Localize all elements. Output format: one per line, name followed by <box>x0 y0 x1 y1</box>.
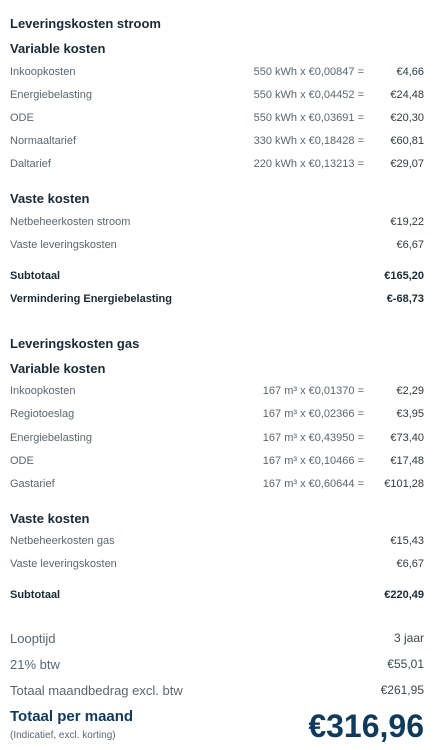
cost-amount: €6,67 <box>396 558 424 570</box>
subtotal-amount: €165,20 <box>384 270 424 282</box>
cost-label: Gastarief <box>10 478 55 490</box>
cost-row <box>10 535 424 551</box>
energy-tax-reduction-row <box>10 293 424 309</box>
cost-label: Inkoopkosten <box>10 385 76 397</box>
cost-amount: €2,29 <box>396 385 424 397</box>
electricity-section-title: Leveringskosten stroom <box>10 16 161 31</box>
cost-amount: €19,22 <box>390 216 424 228</box>
cost-amount: €24,48 <box>390 89 424 101</box>
cost-label: ODE <box>10 112 34 124</box>
gas-variable-costs-title: Variable kosten <box>10 361 106 376</box>
cost-row <box>10 66 424 82</box>
vat-row <box>10 657 424 675</box>
cost-formula: 220 kWh x €0,13213 = <box>253 158 364 170</box>
cost-amount: €60,81 <box>390 135 424 147</box>
cost-label: Netbeheerkosten stroom <box>10 216 131 228</box>
cost-label: Netbeheerkosten gas <box>10 535 115 547</box>
term-value: 3 jaar <box>393 631 424 645</box>
monthly-excl-vat-label: Totaal maandbedrag excl. btw <box>10 683 183 698</box>
vat-label: 21% btw <box>10 657 60 672</box>
subtotal-label: Subtotaal <box>10 270 61 282</box>
cost-amount: €20,30 <box>390 112 424 124</box>
cost-formula: 167 m³ x €0,10466 = <box>262 455 364 467</box>
cost-amount: €4,66 <box>396 66 424 78</box>
monthly-excl-vat-row <box>10 683 424 701</box>
monthly-excl-vat-value: €261,95 <box>380 683 424 697</box>
gas-section-title: Leveringskosten gas <box>10 336 140 351</box>
cost-label: ODE <box>10 455 34 467</box>
electricity-variable-costs-title: Variable kosten <box>10 41 106 56</box>
cost-label: Vaste leveringskosten <box>10 239 117 251</box>
cost-amount: €17,48 <box>390 455 424 467</box>
cost-label: Energiebelasting <box>10 89 92 101</box>
cost-row <box>10 135 424 151</box>
reduction-label: Vermindering Energiebelasting <box>10 293 172 305</box>
cost-label: Regiotoeslag <box>10 408 75 420</box>
cost-label: Normaaltarief <box>10 135 77 147</box>
cost-amount: €15,43 <box>390 535 424 547</box>
electricity-fixed-costs-title: Vaste kosten <box>10 191 90 206</box>
cost-label: Inkoopkosten <box>10 66 76 78</box>
electricity-subtotal-row <box>10 270 424 286</box>
monthly-total-amount: €316,96 <box>308 708 424 744</box>
cost-label: Vaste leveringskosten <box>10 558 117 570</box>
subtotal-amount: €220,49 <box>384 589 424 601</box>
monthly-total-note: (Indicatief, excl. korting) <box>10 730 116 741</box>
cost-row <box>10 112 424 128</box>
cost-formula: 167 m³ x €0,01370 = <box>262 385 364 397</box>
cost-row <box>10 216 424 232</box>
cost-amount: €29,07 <box>390 158 424 170</box>
cost-row <box>10 158 424 174</box>
cost-row <box>10 239 424 255</box>
subtotal-label: Subtotaal <box>10 589 61 601</box>
cost-amount: €101,28 <box>384 478 424 490</box>
cost-row <box>10 455 424 471</box>
term-row <box>10 631 424 649</box>
cost-formula: 330 kWh x €0,18428 = <box>253 135 364 147</box>
monthly-total-title: Totaal per maand <box>10 708 134 725</box>
cost-formula: 550 kWh x €0,00847 = <box>253 66 364 78</box>
cost-formula: 167 m³ x €0,60644 = <box>262 478 364 490</box>
cost-row <box>10 89 424 105</box>
cost-amount: €3,95 <box>396 408 424 420</box>
cost-label: Daltarief <box>10 158 51 170</box>
gas-subtotal-row <box>10 589 424 605</box>
gas-fixed-costs-title: Vaste kosten <box>10 511 90 526</box>
cost-amount: €6,67 <box>396 239 424 251</box>
cost-label: Energiebelasting <box>10 432 92 444</box>
term-label: Looptijd <box>10 631 56 646</box>
cost-row <box>10 558 424 574</box>
cost-row <box>10 432 424 448</box>
cost-row <box>10 478 424 494</box>
cost-row <box>10 385 424 401</box>
cost-amount: €73,40 <box>390 432 424 444</box>
cost-formula: 167 m³ x €0,43950 = <box>262 432 364 444</box>
cost-formula: 550 kWh x €0,04452 = <box>253 89 364 101</box>
cost-row <box>10 408 424 424</box>
cost-formula: 550 kWh x €0,03691 = <box>253 112 364 124</box>
vat-value: €55,01 <box>387 657 424 671</box>
cost-formula: 167 m³ x €0,02366 = <box>262 408 364 420</box>
reduction-amount: €-68,73 <box>386 293 424 305</box>
